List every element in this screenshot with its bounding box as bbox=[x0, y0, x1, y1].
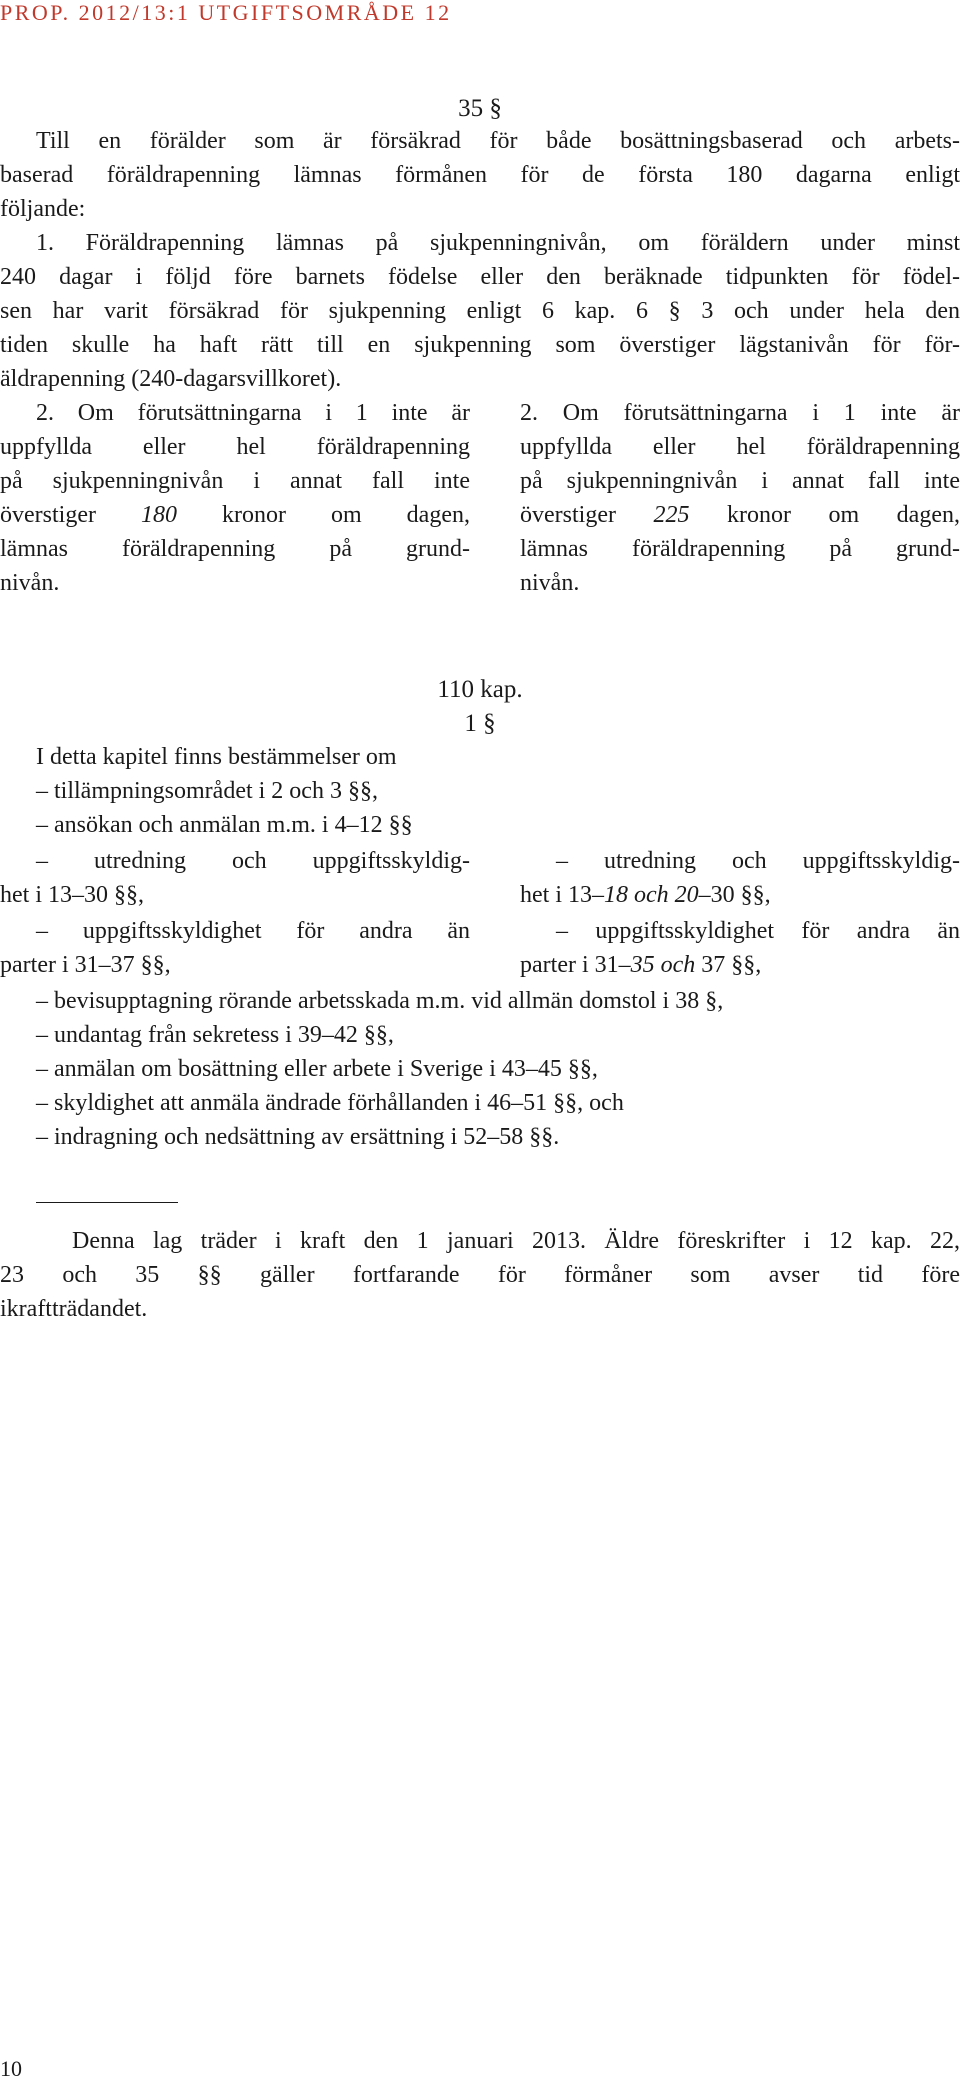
list-item: – undantag från sekretess i 39–42 §§, bbox=[36, 1022, 394, 1048]
list-item: – skyldighet att anmäla ändrade förhållanden i 46–51 §§, och bbox=[36, 1090, 624, 1116]
section-heading-1: 1 § bbox=[464, 710, 496, 737]
list-item: – ansökan och anmälan m.m. i 4–12 §§ bbox=[36, 812, 413, 838]
uppgift-new-line-1: – uppgiftsskyldighet för andra än bbox=[556, 918, 960, 944]
chapter-heading: 110 kap. bbox=[437, 676, 523, 703]
point2-old-line-1: 2. Om förutsättningarna i 1 inte är bbox=[36, 400, 470, 426]
point2-new-line-2: uppfyllda eller hel föräldrapenning bbox=[520, 434, 960, 460]
point1-line-4: tiden skulle ha haft rätt till en sjukpenning som överstiger lägstanivån för för- bbox=[0, 332, 960, 358]
point1-line-1: 1. Föräldrapenning lämnas på sjukpenningnivån, om föräldern under minst bbox=[36, 230, 960, 256]
intro-line-1: Till en förälder som är försäkrad för både bosättningsbaserad och arbets- bbox=[36, 128, 960, 154]
list-item: – anmälan om bosättning eller arbete i Sverige i 43–45 §§, bbox=[36, 1056, 598, 1082]
list-item: – bevisupptagning rörande arbetsskada m.m. vid allmän domstol i 38 §, bbox=[36, 988, 724, 1014]
intro-line-3: följande: bbox=[0, 196, 86, 222]
uppgift-old-line-2: parter i 31–37 §§, bbox=[0, 952, 171, 978]
page-number: 10 bbox=[0, 2056, 22, 2081]
list-item: – tillämpningsområdet i 2 och 3 §§, bbox=[36, 778, 378, 804]
footer-line-2: 23 och 35 §§ gäller fortfarande för förmåner som avser tid före bbox=[0, 1262, 960, 1288]
point2-old-line-2: uppfyllda eller hel föräldrapenning bbox=[0, 434, 470, 460]
page-header: PROP. 2012/13:1 UTGIFTSOMRÅDE 12 bbox=[0, 0, 452, 25]
point2-old-line-5: lämnas föräldrapenning på grund- bbox=[0, 536, 470, 562]
chapter-intro: I detta kapitel finns bestämmelser om bbox=[36, 744, 397, 770]
footnote-divider bbox=[36, 1202, 178, 1203]
uppgift-old-line-1: – uppgiftsskyldighet för andra än bbox=[36, 918, 470, 944]
amount-new: 225 bbox=[653, 502, 690, 528]
intro-line-2: baserad föräldrapenning lämnas förmånen för de första 180 dagarna enligt bbox=[0, 162, 960, 188]
point2-old-line-6: nivån. bbox=[0, 570, 60, 596]
point2-old-line-4: överstiger 180 kronor om dagen, bbox=[0, 502, 470, 528]
point2-old-line-3: på sjukpenningnivån i annat fall inte bbox=[0, 468, 470, 494]
list-item: – indragning och nedsättning av ersättning i 52–58 §§. bbox=[36, 1124, 560, 1150]
utredning-new-line-1: – utredning och uppgiftsskyldig- bbox=[556, 848, 960, 874]
point1-line-2: 240 dagar i följd före barnets födelse eller den beräknade tidpunkten för födel- bbox=[0, 264, 960, 290]
point2-new-line-3: på sjukpenningnivån i annat fall inte bbox=[520, 468, 960, 494]
footer-line-1: Denna lag träder i kraft den 1 januari 2013. Äldre föreskrifter i 12 kap. 22, bbox=[72, 1228, 960, 1254]
utredning-old-line-1: – utredning och uppgiftsskyldig- bbox=[36, 848, 470, 874]
amount-old: 180 bbox=[140, 502, 177, 528]
point1-line-3: sen har varit försäkrad för sjukpenning enligt 6 kap. 6 § 3 och under hela den bbox=[0, 298, 960, 324]
utredning-old-line-2: het i 13–30 §§, bbox=[0, 882, 144, 908]
point2-new-line-4: överstiger 225 kronor om dagen, bbox=[520, 502, 960, 528]
uppgift-new-line-2: parter i 31–35 och 37 §§, bbox=[520, 952, 762, 978]
point2-new-line-1: 2. Om förutsättningarna i 1 inte är bbox=[520, 400, 960, 426]
point1-line-5: äldrapenning (240-dagarsvillkoret). bbox=[0, 366, 342, 392]
section-heading-35: 35 § bbox=[458, 95, 502, 122]
utredning-new-line-2: het i 13–18 och 20–30 §§, bbox=[520, 882, 771, 908]
footer-line-3: ikraftträdandet. bbox=[0, 1296, 148, 1322]
point2-new-line-5: lämnas föräldrapenning på grund- bbox=[520, 536, 960, 562]
point2-new-line-6: nivån. bbox=[520, 570, 580, 596]
